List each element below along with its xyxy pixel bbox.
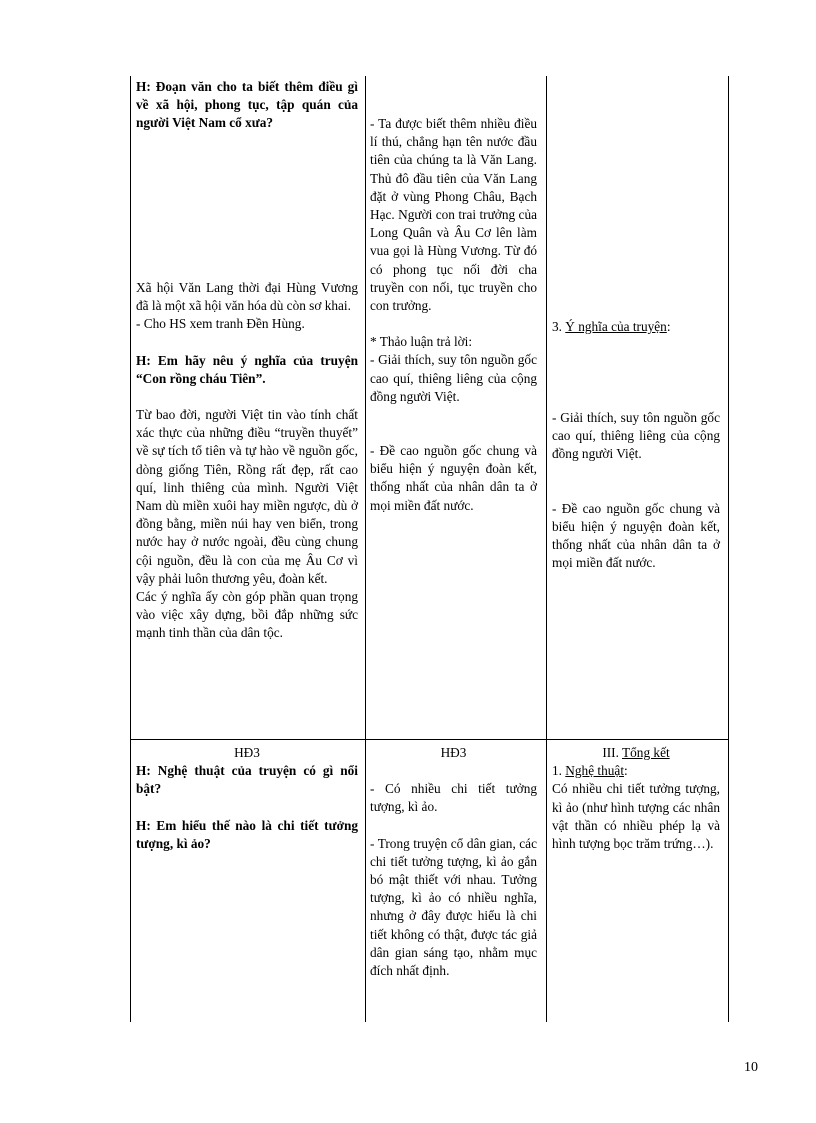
content-art: Có nhiều chi tiết tưởng tượng, kì ảo (như hình tượng các nhân vật thần có nhiều phép lạ và hình tượng bọc trăm trứng…). bbox=[552, 781, 720, 852]
discussion-label: * Thảo luận trả lời: bbox=[370, 334, 473, 350]
answer-meaning-2: - Đề cao nguồn gốc chung và biểu hiện ý nguyện đoàn kết, thống nhất của nhân dân ta ở mọi miền đất nước. bbox=[370, 443, 537, 513]
content-cell-1b bbox=[552, 409, 720, 572]
table-row-divider bbox=[130, 739, 729, 740]
content-cell-1 bbox=[552, 318, 720, 336]
table-border-col2 bbox=[546, 76, 547, 1022]
teacher-explanation-2: Các ý nghĩa ấy còn góp phần quan trọng vào việc xây dựng, bồi đắp những sức mạnh tinh thần của dân tộc. bbox=[136, 589, 358, 641]
page-number: 10 bbox=[744, 1060, 758, 1075]
answer-society: - Ta được biết thêm nhiều điều lí thú, chẳng hạn tên nước đầu tiên của chúng ta là Văn Lang. Thủ đô đầu tiên của Văn Lang đặt ở vùng Phong Châu, Bạch Hạc. Người con trai trưởng của Long Quân và Âu Cơ lên làm vua gọi là Hùng Vương. Từ đó có phong tục nối đời cha truyền con nối, tục truyền cho con trưởng. bbox=[370, 116, 537, 314]
teacher-cell-1b bbox=[136, 279, 358, 643]
content-cell-2 bbox=[552, 744, 720, 853]
teacher-note-picture: - Cho HS xem tranh Đền Hùng. bbox=[136, 316, 305, 332]
teacher-cell-1 bbox=[136, 78, 358, 133]
heading-art: 1. Nghệ thuật: bbox=[552, 763, 628, 779]
table-border-col1 bbox=[365, 76, 366, 1022]
answer-art: - Có nhiều chi tiết tưởng tượng, kì ảo. bbox=[370, 781, 537, 815]
heading-meaning: 3. Ý nghĩa của truyện: bbox=[552, 319, 671, 334]
question-fantasy: H: Em hiểu thế nào là chi tiết tưởng tượng, kì ảo? bbox=[136, 817, 358, 851]
student-cell-2 bbox=[370, 744, 537, 980]
answer-meaning-1: - Giải thích, suy tôn nguồn gốc cao quí, thiêng liêng của cộng đồng người Việt. bbox=[370, 352, 537, 404]
question-meaning: H: Em hãy nêu ý nghĩa của truyện “Con rồng cháu Tiên”. bbox=[136, 352, 358, 386]
table-border-left bbox=[130, 76, 131, 1022]
student-cell-1 bbox=[370, 115, 537, 515]
content-meaning-2: - Đề cao nguồn gốc chung và biểu hiện ý nguyện đoàn kết, thống nhất của nhân dân ta ở mọi miền đất nước. bbox=[552, 500, 720, 571]
teacher-note-society: Xã hội Văn Lang thời đại Hùng Vương đã là một xã hội văn hóa dù còn sơ khai. bbox=[136, 280, 358, 314]
question-art: H: Nghệ thuật của truyện có gì nổi bật? bbox=[136, 763, 358, 797]
answer-fantasy: - Trong truyện cổ dân gian, các chi tiết tưởng tượng, kì ảo gắn bó mật thiết với nhau. Tưởng tượng, kì ảo có nhiều nghĩa, nhưng ở đây được hiểu là chi tiết không có thật, được tác giả dân gian sáng tạo, nhằm mục đích nhất định. bbox=[370, 835, 537, 979]
table-border-right bbox=[728, 76, 729, 1022]
heading-summary: III. Tổng kết bbox=[602, 745, 670, 760]
question-society: H: Đoạn văn cho ta biết thêm điều gì về xã hội, phong tục, tập quán của người Việt Nam cổ xưa? bbox=[136, 79, 358, 131]
teacher-explanation: Từ bao đời, người Việt tin vào tính chất xác thực của những điều “truyền thuyết” về sự tích tổ tiên và tự hào về nguồn gốc, dòng giống Tiên, Rồng rất đẹp, rất cao quí, linh thiêng của mình. Người Việt Nam dù miền xuôi hay miền ngược, dù ở đồng bằng, miền núi hay ven biển, trong nước hay ở nước ngoài, đều cùng chung cội nguồn, đều là con của mẹ Âu Cơ vì vậy phải luôn thương yêu, đoàn kết. bbox=[136, 407, 358, 586]
activity-label-teacher: HĐ3 bbox=[234, 745, 260, 760]
content-meaning-1: - Giải thích, suy tôn nguồn gốc cao quí, thiêng liêng của cộng đồng người Việt. bbox=[552, 410, 720, 462]
activity-label-student: HĐ3 bbox=[440, 745, 467, 760]
teacher-cell-2 bbox=[136, 744, 358, 853]
